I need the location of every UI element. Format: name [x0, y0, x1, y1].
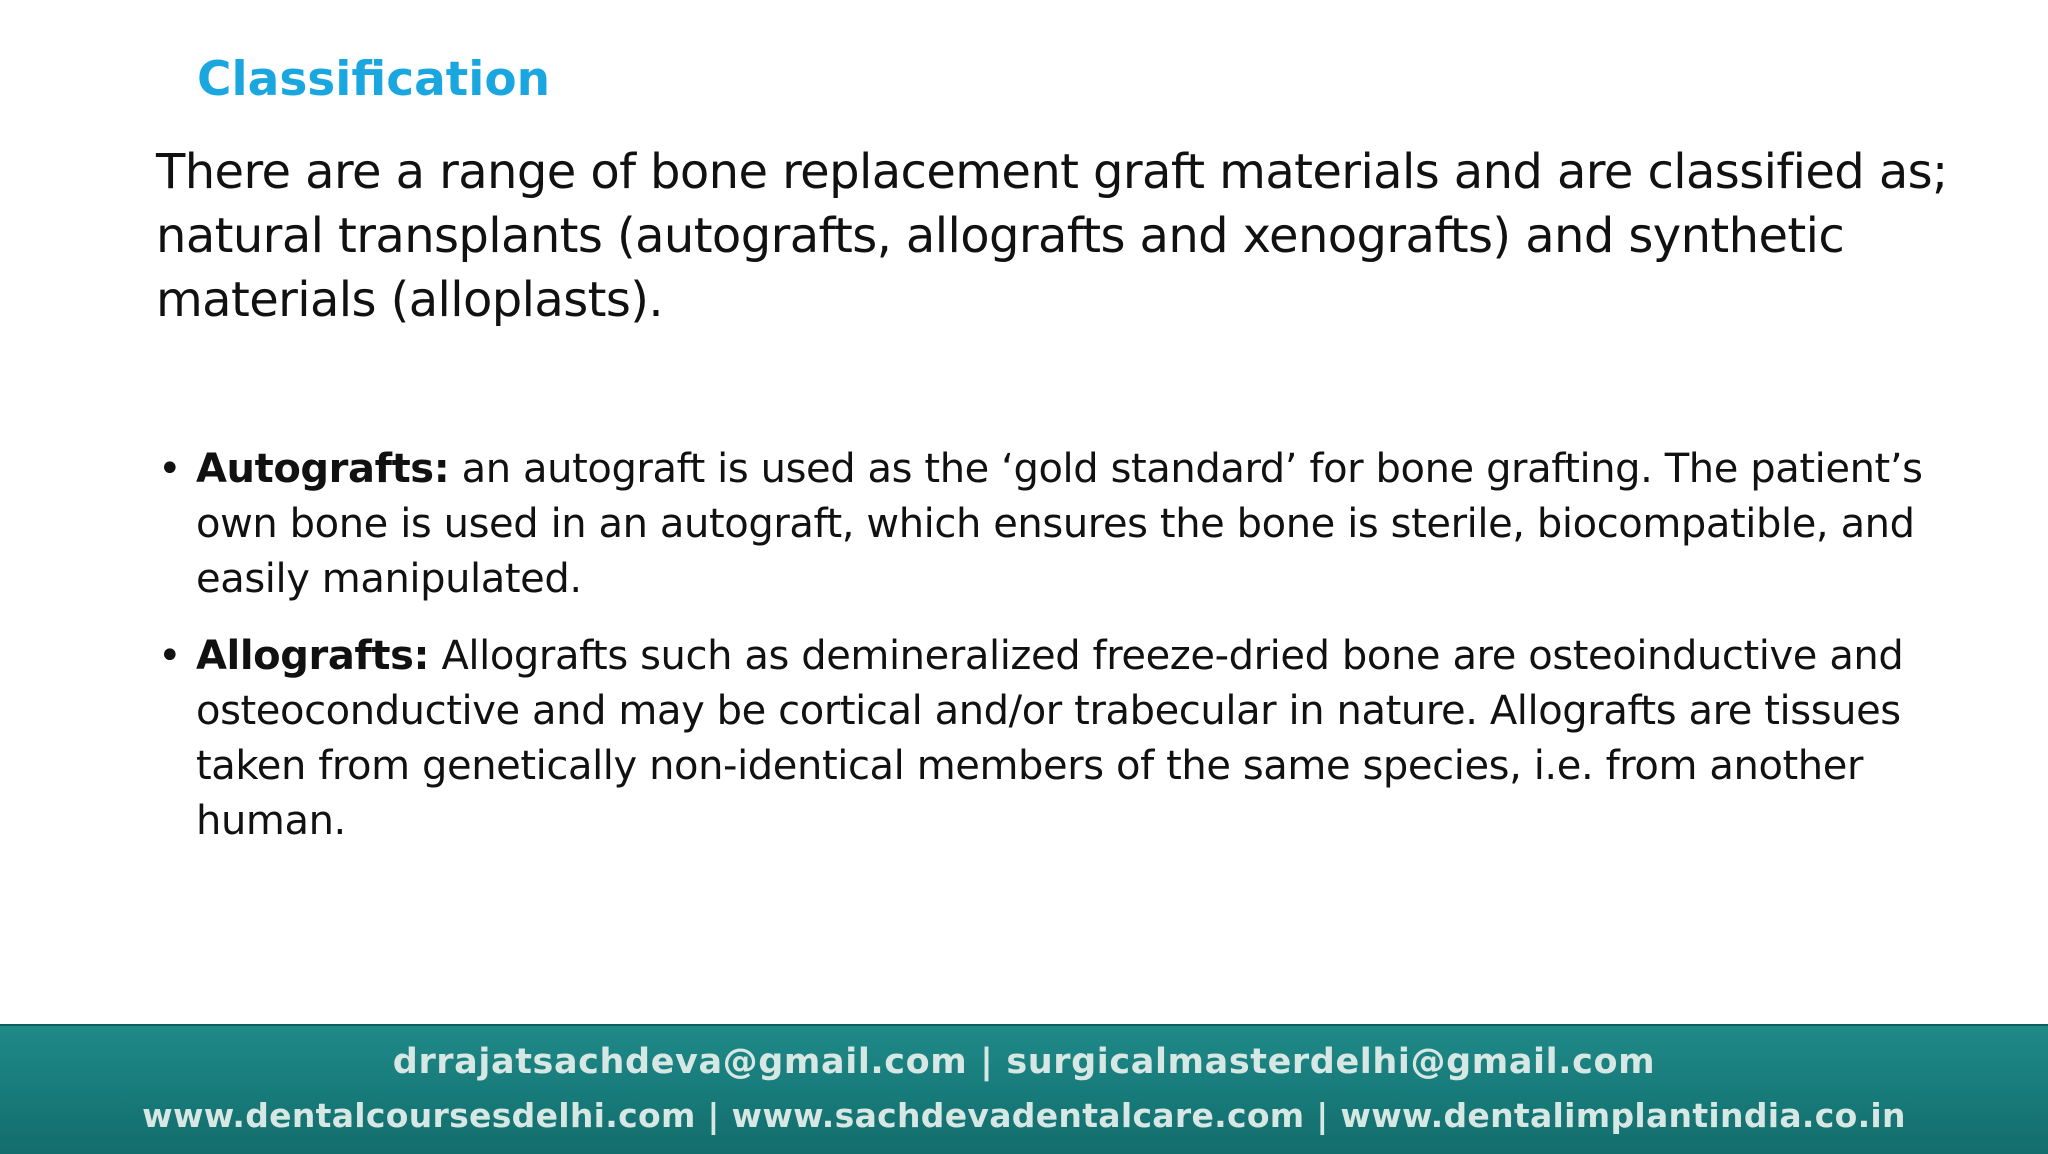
footer-emails: drrajatsachdeva@gmail.com | surgicalmasterdelhi@gmail.com — [392, 1042, 1656, 1082]
bullet-term: Allografts: — [196, 633, 430, 679]
bullet-text: an autograft is used as the ‘gold standard’ for bone grafting. The patient’s own bone is used in an autograft, which ensures the bone is sterile, biocompatible, and easily manipulated. — [196, 446, 1923, 602]
contact-footer-banner — [0, 1024, 2048, 1154]
slide-title: Classification — [197, 52, 551, 107]
footer-websites: www.dentalcoursesdelhi.com | www.sachdevadentalcare.com | www.dentalimplantindia.co.in — [142, 1096, 1906, 1135]
bullet-dot-icon: • — [158, 633, 182, 679]
bullet-dot-icon: • — [158, 446, 182, 492]
bullet-term: Autografts: — [196, 446, 450, 492]
bullet-list — [156, 442, 2006, 849]
bullet-text: Allografts such as demineralized freeze-dried bone are osteoinductive and osteoconductive and may be cortical and/or trabecular in nature. Allografts are tissues taken from genetically non-identical members of the same species, i.e. from another human. — [196, 633, 1904, 844]
bullet-item-allografts — [156, 629, 2006, 849]
intro-paragraph: There are a range of bone replacement graft materials and are classified as; natural transplants (autografts, allografts and xenografts) and synthetic materials (alloplasts). — [156, 144, 1948, 328]
bullet-item-autografts — [156, 442, 2006, 607]
